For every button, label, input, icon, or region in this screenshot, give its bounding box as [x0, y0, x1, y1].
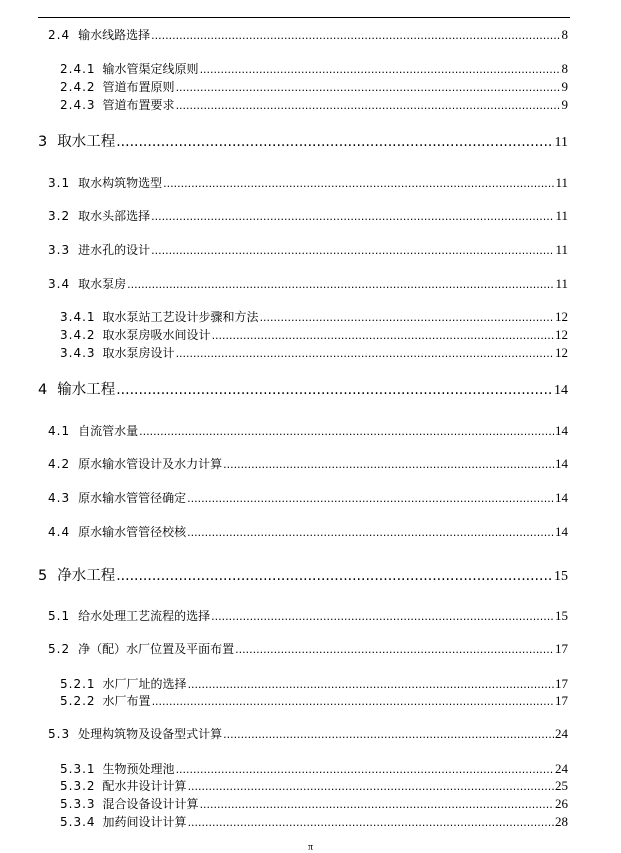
- toc-entry-title: 生物预处理池: [102, 762, 175, 776]
- toc-entry-number: 5.1: [48, 609, 71, 623]
- dot-leader: [176, 81, 561, 94]
- toc-entry-page: 17: [555, 676, 568, 691]
- toc-entry-page: 24: [555, 761, 568, 776]
- dot-leader: [211, 610, 554, 623]
- toc-entry-page: 8: [561, 27, 568, 42]
- toc-entry-number: 5.2: [48, 642, 71, 656]
- toc-entry-number: 3: [38, 134, 48, 150]
- toc-entry-page: 14: [555, 490, 568, 505]
- toc-entry[interactable]: [48, 607, 568, 624]
- toc-entry-page: 17: [555, 693, 568, 708]
- toc-entry-page: 14: [555, 423, 568, 438]
- dot-leader: [235, 643, 554, 656]
- toc-entry-title: 原水输水管设计及水力计算: [78, 457, 223, 471]
- dot-leader: [127, 278, 554, 291]
- toc-entry-number: 5.3.1: [60, 762, 96, 776]
- dot-leader: [151, 210, 554, 223]
- toc-entry[interactable]: [48, 489, 568, 506]
- toc-entry-page: 28: [555, 814, 568, 829]
- toc-entry-page: 14: [555, 524, 568, 539]
- toc-entry-title: 混合设备设计计算: [102, 797, 199, 811]
- toc-entry-page: 8: [561, 61, 568, 76]
- toc-entry-page: 26: [555, 796, 568, 811]
- toc-entry-title: 给水处理工艺流程的选择: [78, 609, 211, 623]
- toc-entry[interactable]: [60, 326, 568, 343]
- toc-entry-title: 进水孔的设计: [78, 243, 151, 257]
- dot-leader: [163, 177, 554, 190]
- toc-entry-number: 3.3: [48, 243, 71, 257]
- toc-entry-title: 取水构筑物选型: [78, 176, 163, 190]
- toc-entry-number: 3.2: [48, 209, 71, 223]
- toc-entry[interactable]: [38, 130, 568, 151]
- toc-entry-number: 4.2: [48, 457, 71, 471]
- toc-entry-title: 处理构筑物及设备型式计算: [78, 727, 223, 741]
- toc-entry-title: 取水头部选择: [78, 209, 151, 223]
- dot-leader: [200, 798, 554, 811]
- toc-entry-page: 17: [555, 641, 568, 656]
- toc-entry-number: 3.4.1: [60, 310, 96, 324]
- toc-entry-title: 净水工程: [57, 568, 116, 584]
- toc-entry[interactable]: [48, 455, 568, 472]
- toc-entry-number: 2.4.3: [60, 98, 96, 112]
- toc-entry-title: 输水线路选择: [78, 28, 151, 42]
- toc-entry[interactable]: [48, 523, 568, 540]
- toc-entry[interactable]: [60, 60, 568, 77]
- toc-entry-number: 3.1: [48, 176, 71, 190]
- toc-entry-page: 25: [555, 778, 568, 793]
- toc-entry-number: 5: [38, 568, 48, 584]
- toc-entry[interactable]: [48, 26, 568, 43]
- dot-leader: [200, 63, 561, 76]
- dot-leader: [151, 29, 560, 42]
- dot-leader: [260, 311, 554, 324]
- toc-entry-number: 3.4.2: [60, 328, 96, 342]
- dot-leader: [176, 347, 554, 360]
- toc-entry-title: 自流管水量: [78, 424, 139, 438]
- toc-entry-page: 12: [555, 309, 568, 324]
- toc-entry-number: 4: [38, 382, 48, 398]
- toc-entry[interactable]: [48, 275, 568, 292]
- toc-entry[interactable]: [48, 174, 568, 191]
- dot-leader: [212, 329, 554, 342]
- toc-entry-title: 原水输水管管径确定: [78, 491, 187, 505]
- toc-entry[interactable]: [60, 813, 568, 830]
- toc-entry-title: 取水泵站工艺设计步骤和方法: [102, 310, 259, 324]
- toc-entry-title: 取水工程: [57, 134, 116, 150]
- toc-entry[interactable]: [48, 640, 568, 657]
- toc-entry-title: 管道布置要求: [102, 98, 175, 112]
- toc-entry-page: 9: [561, 97, 568, 112]
- toc-entry-page: 12: [555, 327, 568, 342]
- toc-entry-number: 5.3.4: [60, 815, 96, 829]
- dot-leader: [116, 568, 553, 584]
- toc-entry[interactable]: [60, 692, 568, 709]
- dot-leader: [188, 678, 554, 691]
- page-number: π: [307, 842, 314, 853]
- toc-entry-page: 14: [555, 456, 568, 471]
- toc-entry[interactable]: [48, 725, 568, 742]
- toc-entry-number: 5.3: [48, 727, 71, 741]
- dot-leader: [151, 244, 554, 257]
- toc-entry[interactable]: [60, 777, 568, 794]
- toc-entry-page: 9: [561, 79, 568, 94]
- toc-entry-number: 5.2.1: [60, 677, 96, 691]
- toc-entry[interactable]: [60, 78, 568, 95]
- toc-entry[interactable]: [60, 96, 568, 113]
- toc-entry-number: 4.1: [48, 424, 71, 438]
- toc-entry-title: 输水工程: [57, 382, 116, 398]
- toc-entry-page: 11: [555, 175, 568, 190]
- toc-entry-page: 15: [554, 569, 568, 584]
- toc-entry-number: 5.3.2: [60, 779, 96, 793]
- toc-entry[interactable]: [38, 564, 568, 585]
- toc-entry-title: 加药间设计计算: [102, 815, 187, 829]
- toc-entry-title: 取水泵房吸水间设计: [102, 328, 211, 342]
- dot-leader: [187, 492, 554, 505]
- toc-entry[interactable]: [60, 760, 568, 777]
- toc-entry[interactable]: [60, 795, 568, 812]
- toc-entry[interactable]: [38, 378, 568, 399]
- dot-leader: [223, 458, 554, 471]
- toc-entry-number: 5.3.3: [60, 797, 96, 811]
- toc-entry-page: 12: [555, 345, 568, 360]
- toc-entry-number: 3.4: [48, 277, 71, 291]
- dot-leader: [152, 695, 554, 708]
- toc-entry[interactable]: [48, 241, 568, 258]
- dot-leader: [223, 728, 554, 741]
- toc-entry-page: 11: [555, 276, 568, 291]
- dot-leader: [176, 99, 561, 112]
- toc-entry-title: 配水井设计计算: [102, 779, 187, 793]
- toc-entry-number: 2.4: [48, 28, 71, 42]
- toc-entry-page: 14: [554, 383, 568, 398]
- toc-entry-number: 3.4.3: [60, 346, 96, 360]
- toc-entry-title: 取水泵房: [78, 277, 127, 291]
- toc-entry-title: 管道布置原则: [102, 80, 175, 94]
- toc-entry[interactable]: [48, 422, 568, 439]
- toc-entry-page: 24: [555, 726, 568, 741]
- dot-leader: [187, 526, 554, 539]
- dot-leader: [188, 816, 554, 829]
- dot-leader: [116, 134, 553, 150]
- toc-entry-number: 4.3: [48, 491, 71, 505]
- toc-entry-number: 2.4.1: [60, 62, 96, 76]
- toc-entry-page: 11: [554, 135, 568, 150]
- dot-leader: [116, 382, 553, 398]
- toc-entry-page: 11: [555, 208, 568, 223]
- toc-entry-title: 取水泵房设计: [102, 346, 175, 360]
- toc-entry-title: 原水输水管管径校核: [78, 525, 187, 539]
- dot-leader: [188, 780, 554, 793]
- toc-entry-title: 水厂布置: [102, 694, 151, 708]
- toc-entry-title: 输水管渠定线原则: [102, 62, 199, 76]
- toc-entry[interactable]: [48, 207, 568, 224]
- toc-entry-page: 15: [555, 608, 568, 623]
- toc-entry-page: 11: [555, 242, 568, 257]
- toc-entry-number: 4.4: [48, 525, 71, 539]
- toc-entry[interactable]: [60, 308, 568, 325]
- toc-entry[interactable]: [60, 344, 568, 361]
- toc-entry-number: 5.2.2: [60, 694, 96, 708]
- dot-leader: [139, 425, 554, 438]
- header-rule: [38, 17, 570, 18]
- dot-leader: [176, 763, 554, 776]
- toc-entry-title: 水厂厂址的选择: [102, 677, 187, 691]
- toc-entry[interactable]: [60, 675, 568, 692]
- toc-entry-number: 2.4.2: [60, 80, 96, 94]
- toc-entry-title: 净（配）水厂位置及平面布置: [78, 642, 235, 656]
